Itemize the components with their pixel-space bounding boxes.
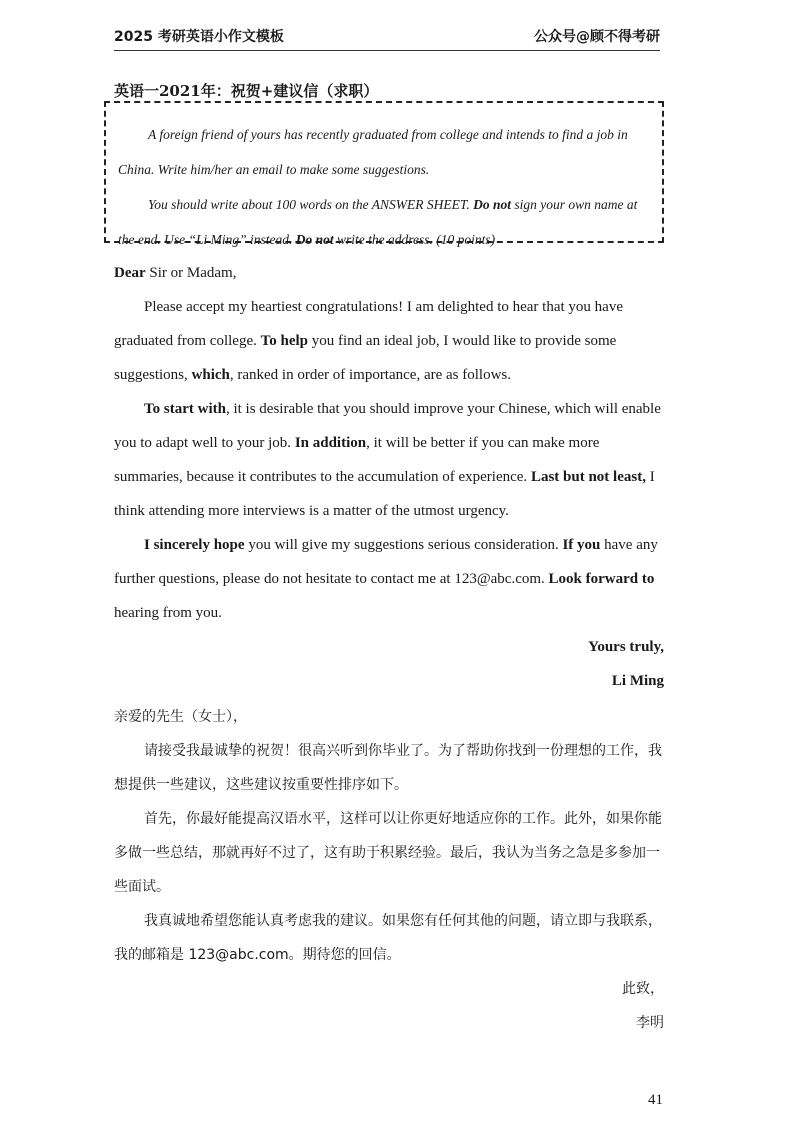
cn-closing: 此致， bbox=[622, 981, 664, 997]
letter-text: , ranked in order of importance, are as follows. bbox=[229, 367, 512, 383]
cn-salutation: 亲爱的先生（女士）， bbox=[114, 709, 247, 725]
letter-bold: If you bbox=[562, 537, 601, 553]
letter-bold: Last but not least, bbox=[530, 469, 646, 485]
letter-text: , it is desirable that you should improve your Chinese, which will enable you to adapt well to your job. bbox=[114, 401, 661, 451]
prompt-bold: Do not bbox=[473, 197, 512, 212]
letter-paragraph-1 bbox=[114, 290, 664, 392]
letter-bold: To help bbox=[260, 333, 308, 349]
prompt-text: You should write about 100 words on the ANSWER SHEET. bbox=[148, 197, 474, 212]
section-title: 英语一2021年：祝贺+建议信（求职） bbox=[114, 82, 379, 100]
prompt-line-2 bbox=[118, 187, 650, 257]
prompt-bold: Do not bbox=[295, 232, 334, 247]
header-account: 公众号@顾不得考研 bbox=[534, 29, 660, 45]
prompt-box bbox=[104, 101, 664, 247]
english-letter bbox=[114, 256, 664, 698]
cn-signature: 李明 bbox=[636, 1015, 664, 1031]
prompt-text: write the address. (10 points) bbox=[333, 232, 496, 247]
letter-bold: which bbox=[191, 367, 230, 383]
letter-closing: Yours truly, bbox=[588, 639, 664, 655]
letter-bold: I sincerely hope bbox=[144, 537, 245, 553]
letter-text: you will give my suggestions serious consideration. bbox=[244, 537, 563, 553]
header-title: 2025 考研英语小作文模板 bbox=[114, 29, 284, 45]
letter-bold: In addition bbox=[294, 435, 367, 451]
cn-paragraph-1: 请接受我最诚挚的祝贺！很高兴听到你毕业了。为了帮助你找到一份理想的工作，我想提供一些建议，这些建议按重要性排序如下。 bbox=[114, 743, 662, 793]
page-header bbox=[114, 22, 660, 51]
letter-text: , it will be better if you can make more summaries, because it contributes to the accumulation of experience. bbox=[114, 435, 600, 485]
prompt-line-1: A foreign friend of yours has recently graduated from college and intends to find a job in China. Write him/her an email to make some suggestions. bbox=[118, 127, 628, 177]
letter-salutation bbox=[114, 256, 664, 290]
salutation-bold: Dear bbox=[114, 265, 146, 281]
letter-bold: To start with bbox=[144, 401, 226, 417]
letter-text: you find an ideal job, I would like to provide some suggestions, bbox=[114, 333, 617, 383]
letter-paragraph-3 bbox=[114, 528, 664, 630]
cn-paragraph-3: 我真诚地希望您能认真考虑我的建议。如果您有任何其他的问题，请立即与我联系，我的邮箱是 123@abc.com。期待您的回信。 bbox=[114, 913, 662, 963]
letter-text: Please accept my heartiest congratulations! I am delighted to hear that you have graduated from college. bbox=[114, 299, 623, 349]
letter-paragraph-2 bbox=[114, 392, 664, 528]
chinese-translation bbox=[114, 700, 664, 1040]
letter-bold: Look forward to bbox=[548, 571, 655, 587]
cn-paragraph-2: 首先，你最好能提高汉语水平，这样可以让你更好地适应你的工作。此外，如果你能多做一些总结，那就再好不过了，这有助于积累经验。最后，我认为当务之急是多参加一些面试。 bbox=[114, 811, 662, 895]
page-number: 41 bbox=[648, 1092, 663, 1108]
letter-text: hearing from you. bbox=[114, 605, 222, 621]
salutation-text: Sir or Madam, bbox=[145, 265, 237, 281]
prompt-text: sign your own name at the end. Use “Li Ming” instead. bbox=[118, 197, 638, 247]
letter-signature: Li Ming bbox=[611, 673, 664, 689]
letter-text: have any further questions, please do not hesitate to contact me at 123@abc.com. bbox=[114, 537, 658, 587]
letter-text: I think attending more interviews is a matter of the utmost urgency. bbox=[114, 469, 655, 519]
